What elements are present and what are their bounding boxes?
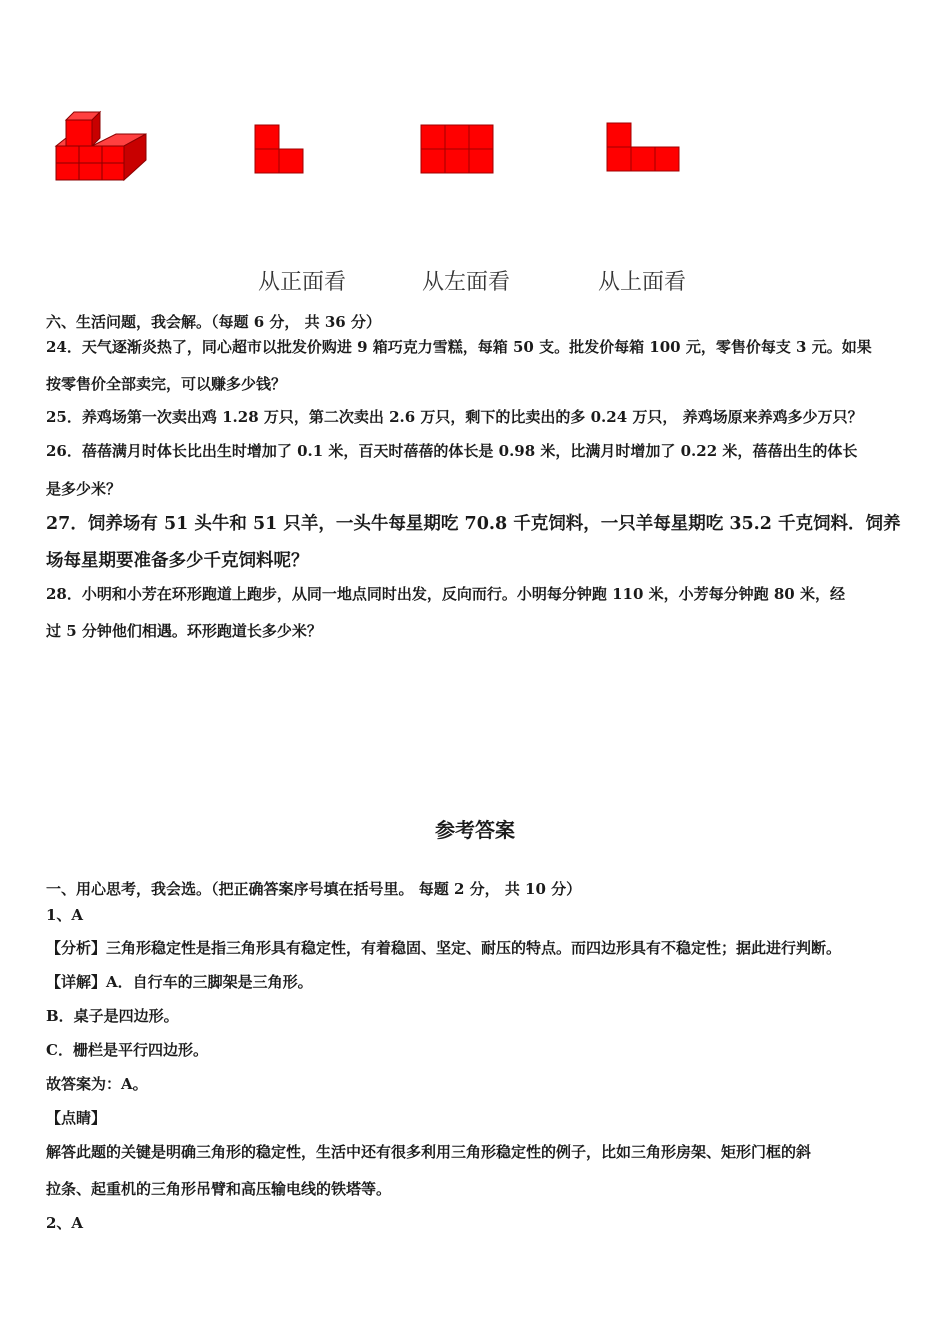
section6-heading: 六、生活问题，我会解。（每题 6 分， 共 36 分）: [46, 313, 381, 331]
cube-solid-figure: [50, 108, 150, 184]
answer-1-number: 1、A: [46, 906, 84, 924]
answers-title: 参考答案: [435, 818, 515, 842]
answer-1-detail: 【详解】A．自行车的三脚架是三角形。: [46, 973, 313, 991]
question-26-line2: 是多少米？: [46, 480, 122, 498]
question-28-line1: 28．小明和小芳在环形跑道上跑步，从同一地点同时出发，反向而行。小明每分钟跑 110 米，小芳每分钟跑 80 米，经: [46, 585, 845, 603]
top-view-figure: [606, 122, 682, 174]
answer-1-tip-heading: 【点睛】: [46, 1109, 107, 1127]
question-27-line1: 27．饲养场有 51 头牛和 51 只羊，一头牛每星期吃 70.8 千克饲料，一只羊每星期吃 35.2 千克饲料．饲养: [46, 514, 901, 534]
answer-1-option-c: C．栅栏是平行四边形。: [46, 1041, 208, 1059]
question-24-line1: 24．天气逐渐炎热了，同心超市以批发价购进 9 箱巧克力雪糕，每箱 50 支。批发价每箱 100 元，零售价每支 3 元。如果: [46, 338, 872, 356]
answer-1-option-b: B．桌子是四边形。: [46, 1007, 179, 1025]
question-26-line1: 26．蓓蓓满月时体长比出生时增加了 0.1 米，百天时蓓蓓的体长是 0.98 米，比满月时增加了 0.22 米，蓓蓓出生的体长: [46, 442, 858, 460]
answers-section1-heading: 一、用心思考，我会选。（把正确答案序号填在括号里。 每题 2 分， 共 10 分）: [46, 880, 582, 898]
question-24-line2: 按零售价全部卖完，可以赚多少钱？: [46, 375, 287, 393]
question-27-line2: 场每星期要准备多少千克饲料呢？: [46, 551, 309, 571]
top-view-label: 从上面看: [598, 270, 687, 295]
front-view-figure: [254, 124, 306, 176]
answer-1-final: 故答案为：A。: [46, 1075, 148, 1093]
question-28-line2: 过 5 分钟他们相遇。环形跑道长多少米？: [46, 622, 322, 640]
answer-1-tip-line1: 解答此题的关键是明确三角形的稳定性，生活中还有很多利用三角形稳定性的例子，比如三角形房架、矩形门框的斜: [46, 1143, 812, 1161]
front-view-label: 从正面看: [258, 270, 347, 295]
question-25: 25．养鸡场第一次卖出鸡 1.28 万只，第二次卖出 2.6 万只，剩下的比卖出的多 0.24 万只， 养鸡场原来养鸡多少万只？: [46, 408, 863, 426]
answer-1-analysis: 【分析】三角形稳定性是指三角形具有稳定性，有着稳固、坚定、耐压的特点。而四边形具有不稳定性；据此进行判断。: [46, 939, 842, 957]
answer-1-tip-line2: 拉条、起重机的三角形吊臂和高压输电线的铁塔等。: [46, 1180, 392, 1198]
answer-2-number: 2、A: [46, 1214, 84, 1232]
left-view-label: 从左面看: [422, 270, 511, 295]
left-view-figure: [420, 124, 496, 176]
